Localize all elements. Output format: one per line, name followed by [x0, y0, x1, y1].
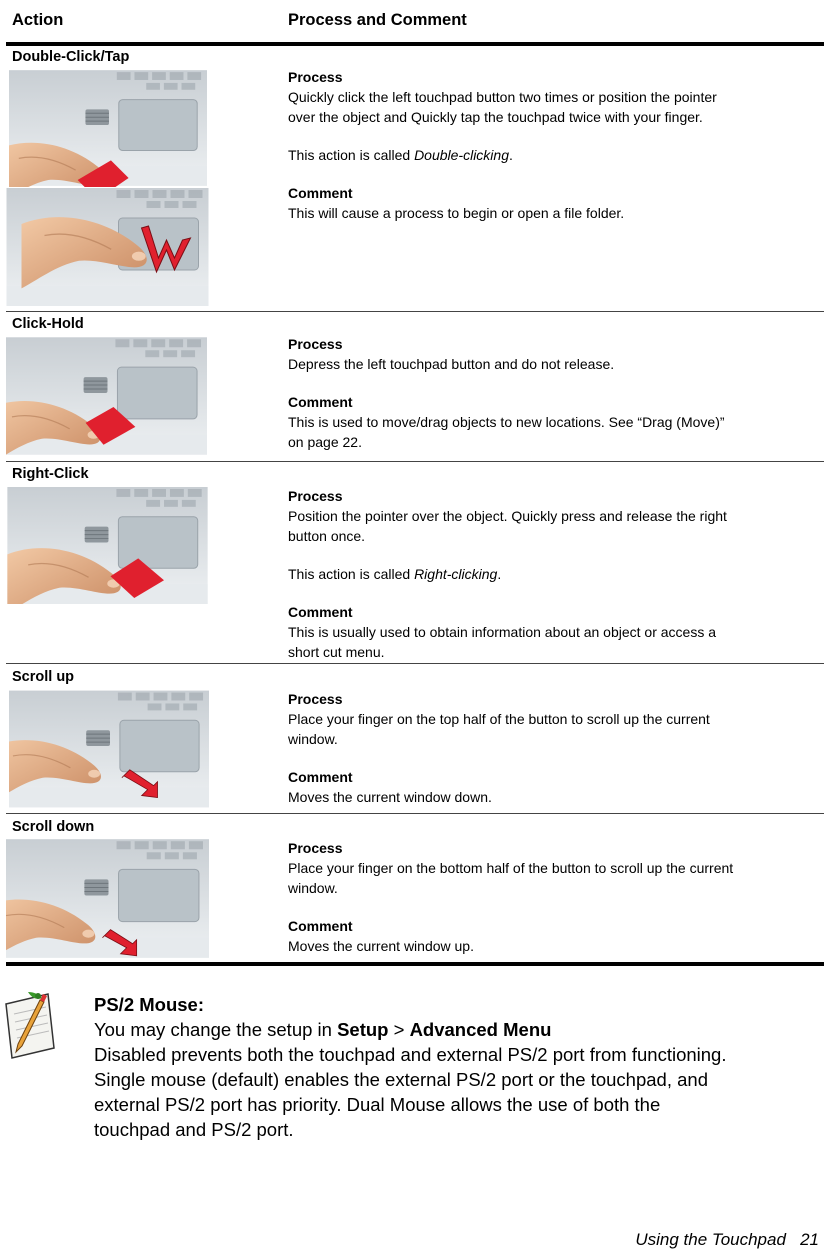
action-label: Right-Click: [12, 466, 89, 482]
action-called-text: This action is called Right-clicking.: [288, 566, 502, 582]
right-click-description: [288, 486, 823, 662]
double-click-photo: [9, 69, 207, 187]
action-label: Scroll up: [12, 669, 75, 685]
process-heading: Process: [288, 691, 343, 707]
scroll-up-description: [288, 689, 823, 807]
click-hold-description: [288, 334, 823, 452]
process-text: window.: [288, 731, 338, 747]
note-text: Disabled prevents both the touchpad and external PS/2 port from functioning.: [94, 1044, 727, 1065]
process-text: over the object and Quickly tap the touchpad twice with your finger.: [288, 109, 703, 125]
row-divider: [6, 663, 824, 664]
process-heading: Process: [288, 488, 343, 504]
comment-heading: Comment: [288, 769, 353, 785]
page-footer: Using the Touchpad 21: [635, 1230, 819, 1249]
scroll-down-photo: [6, 839, 209, 958]
process-text: button once.: [288, 528, 366, 544]
advanced-menu-link: Advanced Menu: [409, 1019, 552, 1040]
note-text: Single mouse (default) enables the external PS/2 port or the touchpad, and: [94, 1069, 708, 1090]
comment-heading: Comment: [288, 185, 353, 201]
process-text: Place your finger on the top half of the button to scroll up the current: [288, 711, 710, 727]
comment-heading: Comment: [288, 604, 353, 620]
double-click-description: [288, 67, 823, 223]
comment-text: This is used to move/drag objects to new locations. See “Drag (Move)”: [288, 414, 725, 430]
comment-text: on page 22.: [288, 434, 362, 450]
ps2-mouse-note: [94, 992, 822, 1142]
comment-heading: Comment: [288, 394, 353, 410]
note-setup-line: You may change the setup in Setup > Advanced Menu: [94, 1019, 552, 1040]
note-title: PS/2 Mouse:: [94, 994, 204, 1015]
comment-text: Moves the current window up.: [288, 938, 474, 954]
click-hold-photo: [6, 337, 207, 455]
action-label: Click-Hold: [12, 316, 84, 332]
scroll-down-description: [288, 838, 823, 956]
table-bottom-rule: [6, 962, 824, 966]
comment-text: This is usually used to obtain information about an object or access a: [288, 624, 717, 640]
row-divider: [6, 813, 824, 814]
comment-text: Moves the current window down.: [288, 789, 492, 805]
process-text: Position the pointer over the object. Quickly press and release the right: [288, 508, 727, 524]
row-divider: [6, 461, 824, 462]
setup-link: Setup: [337, 1019, 389, 1040]
comment-heading: Comment: [288, 918, 353, 934]
column-header-action: Action: [12, 11, 64, 29]
process-text: Depress the left touchpad button and do not release.: [288, 356, 615, 372]
process-text: Place your finger on the bottom half of the button to scroll up the current: [288, 860, 734, 876]
comment-text: This will cause a process to begin or open a file folder.: [288, 205, 625, 221]
column-header-process: Process and Comment: [288, 11, 467, 29]
note-text: touchpad and PS/2 port.: [94, 1119, 294, 1140]
comment-text: short cut menu.: [288, 644, 385, 660]
process-heading: Process: [288, 69, 343, 85]
action-label: Double-Click/Tap: [12, 49, 130, 65]
note-pencil-icon: [2, 990, 58, 1062]
action-label: Scroll down: [12, 819, 95, 835]
process-text: Quickly click the left touchpad button two times or position the pointer: [288, 89, 717, 105]
scroll-up-photo: [9, 690, 209, 808]
right-click-photo: [6, 487, 209, 604]
process-heading: Process: [288, 336, 343, 352]
note-text: external PS/2 port has priority. Dual Mouse allows the use of both the: [94, 1094, 661, 1115]
process-text: window.: [288, 880, 338, 896]
action-called-text: This action is called Double-clicking.: [288, 147, 513, 163]
header-divider: [6, 42, 824, 46]
process-heading: Process: [288, 840, 343, 856]
double-tap-photo: [6, 188, 209, 306]
row-divider: [6, 311, 824, 312]
